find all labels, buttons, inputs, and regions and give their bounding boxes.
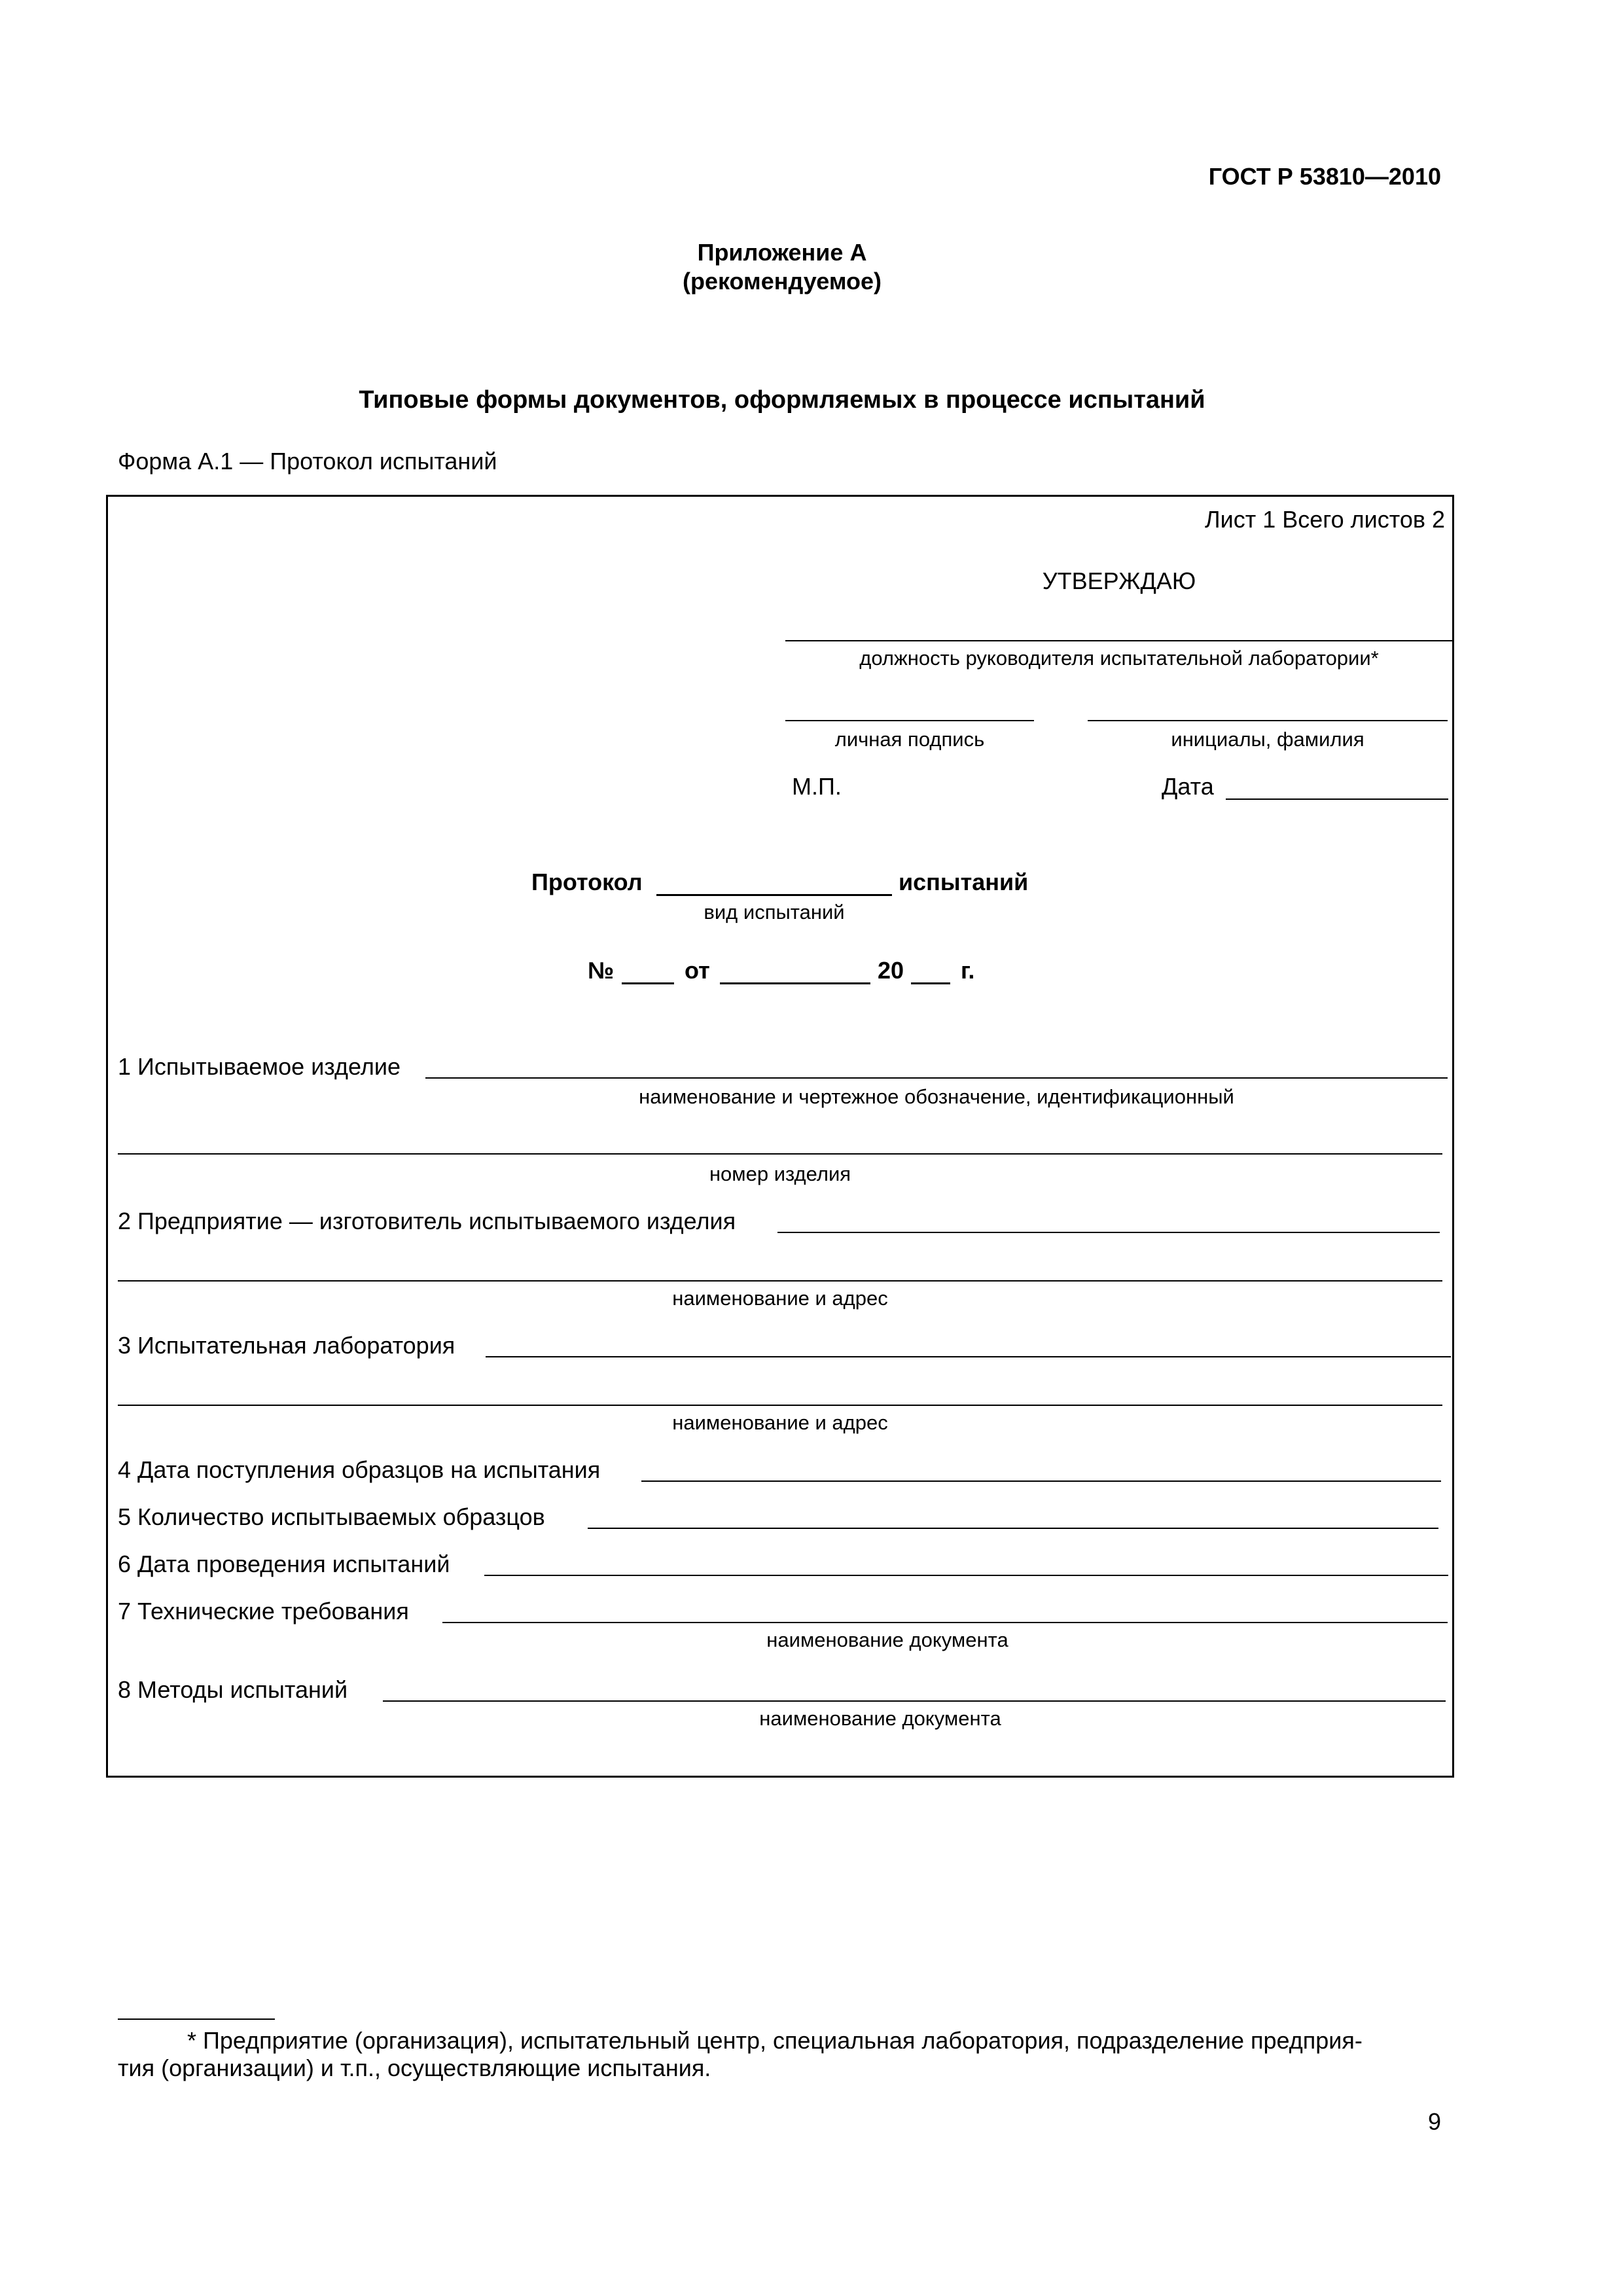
item-8-field: [383, 1700, 1446, 1702]
item-1-label: 1 Испытываемое изделие: [118, 1053, 401, 1080]
date-of-protocol-line: [720, 982, 870, 984]
item-4-label: 4 Дата поступления образцов на испытания: [118, 1456, 601, 1483]
name-line: [1088, 720, 1448, 721]
item-2-label: 2 Предприятие — изготовитель испытываемого изделия: [118, 1208, 736, 1234]
footnote-line-2: тия (организации) и т.п., осуществляющие испытания.: [118, 2054, 711, 2081]
item-3-field-2: [118, 1405, 1442, 1406]
signature-line: [785, 720, 1034, 721]
head-position-line: [785, 640, 1453, 641]
item-3-label: 3 Испытательная лаборатория: [118, 1332, 455, 1359]
section-title: Типовые формы документов, оформляемых в процессе испытаний: [359, 386, 1205, 414]
protocol-word: Протокол: [531, 869, 643, 895]
item-3-hint: наименование и адрес: [672, 1411, 888, 1434]
footnote-line-1: * Предприятие (организация), испытательный центр, специальная лаборатория, подразделение предприя-: [187, 2027, 1363, 2054]
form-caption: Форма А.1 — Протокол испытаний: [118, 448, 497, 475]
from-word: от: [685, 957, 710, 984]
item-5-label: 5 Количество испытываемых образцов: [118, 1503, 545, 1530]
head-position-label: должность руководителя испытательной лаборатории*: [859, 647, 1379, 670]
item-5-field: [588, 1528, 1438, 1529]
year-line: [911, 982, 950, 984]
item-2-field: [777, 1232, 1440, 1233]
date-line: [1226, 798, 1448, 800]
test-type-line: [656, 894, 892, 896]
item-1-field-2: [118, 1153, 1442, 1155]
item-6-label: 6 Дата проведения испытаний: [118, 1551, 450, 1577]
item-8-label: 8 Методы испытаний: [118, 1676, 348, 1703]
page-number: 9: [1427, 2108, 1441, 2135]
tests-word: испытаний: [899, 869, 1029, 895]
approve-stamp: УТВЕРЖДАЮ: [1042, 567, 1196, 594]
item-2-hint: наименование и адрес: [672, 1287, 888, 1310]
item-8-hint: наименование документа: [759, 1707, 1001, 1730]
number-sign: №: [588, 957, 615, 984]
date-label: Дата: [1162, 773, 1214, 800]
year-prefix: 20: [878, 957, 904, 984]
item-1-hint: наименование и чертежное обозначение, идентификационный: [639, 1085, 1234, 1108]
item-3-field: [486, 1356, 1451, 1357]
item-4-field: [641, 1480, 1441, 1482]
footnote-separator: [118, 2018, 275, 2020]
item-7-hint: наименование документа: [766, 1628, 1008, 1651]
appendix-title: Приложение А: [697, 239, 867, 266]
item-7-field: [442, 1622, 1448, 1623]
appendix-type: (рекомендуемое): [683, 268, 882, 295]
protocol-form-frame: [106, 495, 1454, 1778]
item-6-field: [484, 1575, 1448, 1576]
number-line: [622, 982, 674, 984]
stamp-place: М.П.: [792, 773, 842, 800]
item-1-hint-2: номер изделия: [709, 1162, 851, 1185]
item-1-field: [425, 1077, 1448, 1079]
standard-number: ГОСТ Р 53810—2010: [1208, 163, 1441, 190]
sheet-count: Лист 1 Всего листов 2: [1204, 506, 1445, 533]
test-type-label: вид испытаний: [704, 901, 845, 924]
year-suffix: г.: [961, 957, 975, 984]
item-7-label: 7 Технические требования: [118, 1598, 409, 1624]
signature-label: личная подпись: [834, 728, 985, 751]
item-2-field-2: [118, 1280, 1442, 1282]
name-label: инициалы, фамилия: [1171, 728, 1364, 751]
